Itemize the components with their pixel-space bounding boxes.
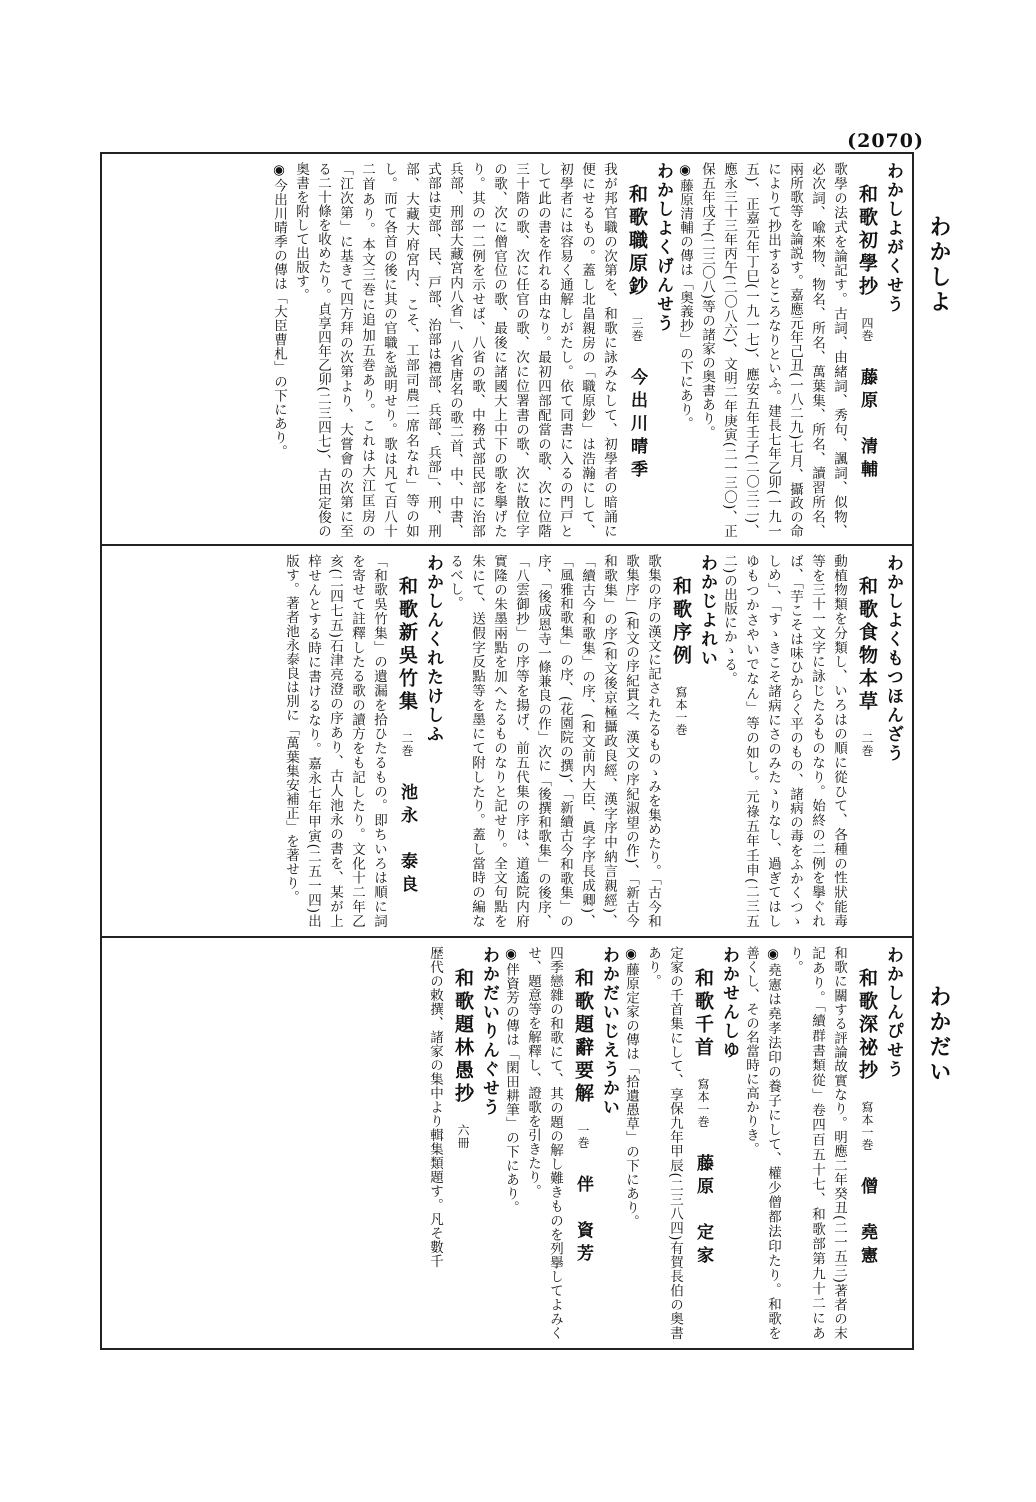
entry-volumes: 寫本一巻 [860, 1101, 874, 1151]
dictionary-entry [740, 946, 904, 1340]
entry-volumes: 四巻 [860, 317, 874, 342]
entry-title: 和歌題辭要解 [572, 968, 594, 1106]
entry-body [424, 946, 446, 1340]
band-top [108, 162, 904, 538]
entry-title: 和歌千首 [692, 968, 714, 1060]
entry-title: 和歌題林愚抄 [452, 968, 474, 1106]
entry-title: 和歌初學抄 [856, 184, 878, 299]
entry-reading: わかしんくれたけしふ [423, 554, 443, 744]
entry-author: 伴 資芳 [573, 1175, 593, 1267]
dictionary-entry [620, 946, 740, 1340]
entry-title: 和歌序例 [670, 576, 692, 668]
entry-body [740, 946, 850, 1340]
entry-heading [692, 968, 714, 1340]
entry-heading [856, 184, 878, 538]
entry-paragraph: 「和歌吳竹集」の遺漏を拾ひたるもの。即ちいろは順に詞を寄せて註釋したる歌の讀方をも記したり。文化十二年乙亥(二四七五)石津亮澄の序あり、古人池永の書を、某が上梓せんとする時に書けるなり。嘉永七年甲寅(二五一四)出版す。著者池永泰良は別に「萬葉集安補正」を著せり。 [283, 554, 387, 928]
entry-author: 今出川晴季 [627, 368, 647, 483]
entry-volumes: 寫本一巻 [674, 686, 688, 736]
entry-paragraph: ◉藤原定家の傳は「拾遺愚草」の下にあり。 [623, 946, 639, 1229]
entry-author: 藤原 清輔 [857, 368, 877, 483]
entry-body [718, 554, 850, 928]
entry-volumes: 二巻 [400, 732, 414, 757]
entry-paragraph: ◉伴資芳の傳は「閑田耕筆」の下にあり。 [503, 946, 519, 1215]
entry-paragraph: 我が邦官職の次第を、和歌に詠みなして、初學者の暗誦に便にせるもの。蓋し北畠親房の「職原鈔」は浩瀚にして、初學者には容易く通解しがたし。依て同書に入るの門戸として此の書を作れる由なり。最初四部配當の歌、次に位階三十階の歌、次に任官の歌、次に位署書の歌、次に散位字の歌、次に僧官位の歌、最後に諸國大上中下の歌を擧げたり。其の一二例を示せば、八省の歌、中務式部民部に治部兵部、刑部大藏宮内八省」、八省唐名の歌二首、中、中書、式部は吏部、民、戸部、治部は禮部、兵部、兵部」、刑、刑部、大藏大府宮内、こそ、工部司農二席名なれ」等の如し。而て各首の後に其の官職を説明せり。歌は凡て百八十二首あり。本文三巻に追加五巻あり。これは大江匡房の「江次第」に基きて四方拜の次第より、大嘗會の次第に至る二十條を收めたり。貞享四年乙卯(二三四七)、古田定俊の奥書を附して出版す。 [293, 162, 617, 538]
entry-body [620, 946, 686, 1340]
entry-paragraph: 歴代の敕撰、諸家の集中より輯集類題す。凡そ數千 [427, 946, 443, 1268]
entry-paragraph: 歌集の序の漢文に記されたるものゝみを集めたり。「古今和歌集序」(和文の序紀貫之、漢文の序紀淑望の作)、「新古今和歌集」の序(和文後京極攝政良經、漢字序中納言親經)、「續古今和歌集」の序、(和文前内大臣、眞字序長成卿)、「風雅和歌集」の序、(花園院の撰)、「新續古今和歌集」の序、「後成恩寺一條兼良の作」次に「後撰和歌集」の後序、「八雲御抄」の序等を揚げ、前五代集の序は、道遙院内府實隆の朱墨兩點を加へたるものなりと記せり。全文句點を朱にて、送假字反點等を墨にて附したり。蓋し當時の編なるべし。 [447, 554, 661, 928]
entry-paragraph: 動植物類を分類し、いろはの順に從ひて、各種の性狀能毒等を三十一文字に詠じたるものなり。始終の二例を擧ぐれば、「芋こそは味ひからく平のもの、諸病の毒をふかくつゝしめ」、「すゝきこそ諸病にさのみたゝりなし、過ぎてはしゆもつかさやいでなん」等の如し。元祿五年壬申(二三五二)の出版にかゝる。 [721, 554, 847, 928]
entry-volumes: 六冊 [456, 1124, 470, 1149]
band-divider [102, 544, 912, 546]
entry-reading: わかせんしゆ [719, 946, 739, 1060]
band-middle [108, 554, 904, 928]
entry-paragraph: ◉藤原清輔の傳は「奥義抄」の下にあり。 [677, 162, 693, 431]
dictionary-entry [280, 554, 444, 928]
index-head-top: わかしよ [926, 215, 952, 315]
entry-volumes: 一巻 [576, 1124, 590, 1149]
entry-paragraph: ◉今出川晴季の傳は「大臣曹札」の下にあり。 [271, 162, 287, 459]
page-number: (2070) [847, 130, 924, 152]
entry-title: 和歌深祕抄 [856, 968, 878, 1083]
entry-title: 和歌職原鈔 [626, 184, 648, 299]
entry-reading: わかしんぴせう [883, 946, 903, 1079]
dictionary-entry [500, 946, 620, 1340]
entry-reading: わかじよれい [697, 554, 717, 668]
entry-heading [670, 576, 692, 928]
entry-author: 池永 泰良 [397, 783, 417, 898]
entry-heading [452, 968, 474, 1340]
dictionary-entry [674, 162, 904, 538]
entry-reading: わかだいじえうかい [599, 946, 619, 1117]
entry-author: 僧 堯憲 [857, 1177, 877, 1269]
entry-paragraph: 歌學の法式を論記す。古詞、由緒詞、秀句、諷詞、似物、必次詞、喩來物、物名、所名、萬葉集、所名、讀習所名、兩所歌等を論説す。嘉應元年己丑(一八二九)七月、攝政の命によりて抄出するところなりといふ。建長七年乙卯(一九一五)、正嘉元年丁巳(一九一七)、應安五年壬子(二〇三二)、應永三十三年丙午(二〇八六)、文明二年庚寅(二一三〇)、正保五年戊子(二三〇八)等の諸家の奥書あり。 [699, 162, 847, 538]
band-divider [102, 936, 912, 938]
entry-paragraph: 四季戀雜の和歌にて、其の題の解し難きものを列擧してよみくせ、題意等を解釋し、證歌を引きたり。 [525, 946, 563, 1340]
entry-heading [396, 576, 418, 928]
entry-body [280, 554, 390, 928]
entry-heading [856, 576, 878, 928]
entry-reading: わかしよがくせう [883, 162, 903, 314]
entry-body [500, 946, 566, 1340]
entry-paragraph: 定家の千首集にして、享保九年甲辰(二三八四)有賀長伯の奥書あり。 [645, 946, 683, 1340]
band-bottom [108, 946, 904, 1340]
index-head-bottom: わかだい [926, 985, 952, 1085]
dictionary-entry [444, 554, 718, 928]
entry-title: 和歌食物本草 [856, 576, 878, 714]
entry-reading: わかしよくげんせう [653, 162, 673, 333]
entry-body [674, 162, 850, 538]
entry-paragraph: 和歌に關する評論故實なり。明應二年癸丑(二一五三)著者の末記あり。「續群書類從」卷四百五十七、和歌部第九十二にあり。 [787, 946, 847, 1340]
entry-volumes: 三巻 [630, 317, 644, 342]
dictionary-entry [718, 554, 904, 928]
entry-title: 和歌新吳竹集 [396, 576, 418, 714]
entry-volumes: 二巻 [860, 732, 874, 757]
entry-reading: わかしよくもつほんざう [883, 554, 903, 763]
entry-heading [856, 968, 878, 1340]
entry-heading [626, 184, 648, 538]
dictionary-entry [268, 162, 674, 538]
entry-heading [572, 968, 594, 1340]
entry-author: 藤原 定家 [693, 1154, 713, 1269]
entry-body [268, 162, 620, 538]
entry-volumes: 寫本一巻 [696, 1078, 710, 1128]
entry-reading: わかだいりんぐせう [479, 946, 499, 1117]
entry-body [444, 554, 664, 928]
dictionary-entry [424, 946, 500, 1340]
entry-paragraph: ◉堯憲は堯孝法印の養子にして、權少僧都法印たり。和歌を善くし、その名當時に高かりき。 [743, 946, 781, 1340]
